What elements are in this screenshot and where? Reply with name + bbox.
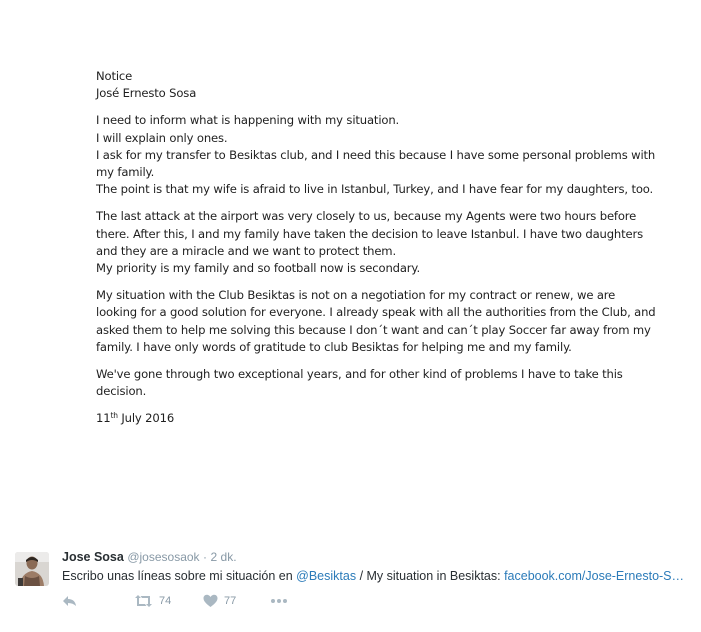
letter-line: My priority is my family and so football now is secondary. (96, 261, 421, 276)
date-suffix: th (110, 411, 118, 421)
letter-line: asked them to help me solving this because I don´t want and can´t play Soccer far away from my (96, 322, 651, 337)
avatar-photo-icon (15, 552, 49, 586)
letter-line: there. After this, I and my family have taken the decision to leave Istanbul. I have two daughters (96, 226, 644, 241)
letter-line: looking for a good solution for everyone. I already speak with all the authorities from the Club, and (96, 305, 656, 320)
retweet-icon (134, 594, 153, 608)
date-rest: July 2016 (117, 411, 175, 426)
more-options-button[interactable] (270, 592, 288, 610)
tweet-timestamp[interactable]: 2 dk. (210, 550, 237, 564)
letter-paragraph-4 (96, 366, 656, 400)
letter-line: I need to inform what is happening with my situation. (96, 113, 400, 128)
letter-line: The point is that my wife is afraid to live in Istanbul, Turkey, and I have fear for my daughters, too. (96, 182, 654, 197)
letter-line: decision. (96, 384, 147, 399)
letter-heading: Notice (96, 69, 133, 83)
letter-line: family. I have only words of gratitude to club Besiktas for helping me and my family. (96, 339, 572, 354)
tweet-text (62, 569, 684, 583)
letter-line: The last attack at the airport was very closely to us, because my Agents were two hours before (96, 209, 637, 224)
like-count: 77 (224, 595, 237, 607)
reply-icon (62, 594, 78, 608)
heart-icon (203, 594, 218, 608)
letter-paragraph-1 (96, 112, 656, 198)
tweet-mention-link[interactable]: @Besiktas (296, 569, 357, 583)
avatar[interactable] (15, 552, 49, 586)
reply-button[interactable] (62, 592, 78, 610)
letter-date (96, 410, 656, 427)
letter-author: José Ernesto Sosa (96, 86, 197, 101)
tweet-header (62, 550, 237, 564)
tweet-author-handle[interactable]: @josesosaok (127, 550, 200, 564)
letter-paragraph-3 (96, 287, 656, 356)
tweet-text-part: Escribo unas líneas sobre mi situación en (62, 569, 297, 583)
letter-line: I ask for my transfer to Besiktas club, and I need this because I have some personal problems with (96, 147, 656, 162)
letter-paragraph-2 (96, 208, 656, 277)
letter-line: I will explain only ones. (96, 130, 228, 145)
tweet-text-part: / My situation in Besiktas: (356, 569, 505, 583)
tweet-url-link[interactable]: facebook.com/Jose-Ernesto-S… (504, 569, 685, 583)
letter-line: my family. (96, 165, 155, 180)
retweet-count: 74 (159, 595, 172, 607)
tweet-separator: · (203, 550, 208, 564)
retweet-button[interactable] (134, 592, 171, 610)
notice-letter (96, 68, 656, 428)
letter-line: and they are a miracle and we want to protect them. (96, 243, 396, 258)
letter-line: My situation with the Club Besiktas is not on a negotiation for my contract or renew, we are (96, 288, 616, 303)
date-day: 11 (96, 411, 111, 426)
letter-line: We've gone through two exceptional years, and for other kind of problems I have to take this (96, 367, 623, 382)
more-icon (270, 598, 288, 604)
tweet-author-name[interactable]: Jose Sosa (62, 550, 124, 564)
like-button[interactable] (203, 592, 236, 610)
tweet[interactable] (0, 540, 701, 632)
